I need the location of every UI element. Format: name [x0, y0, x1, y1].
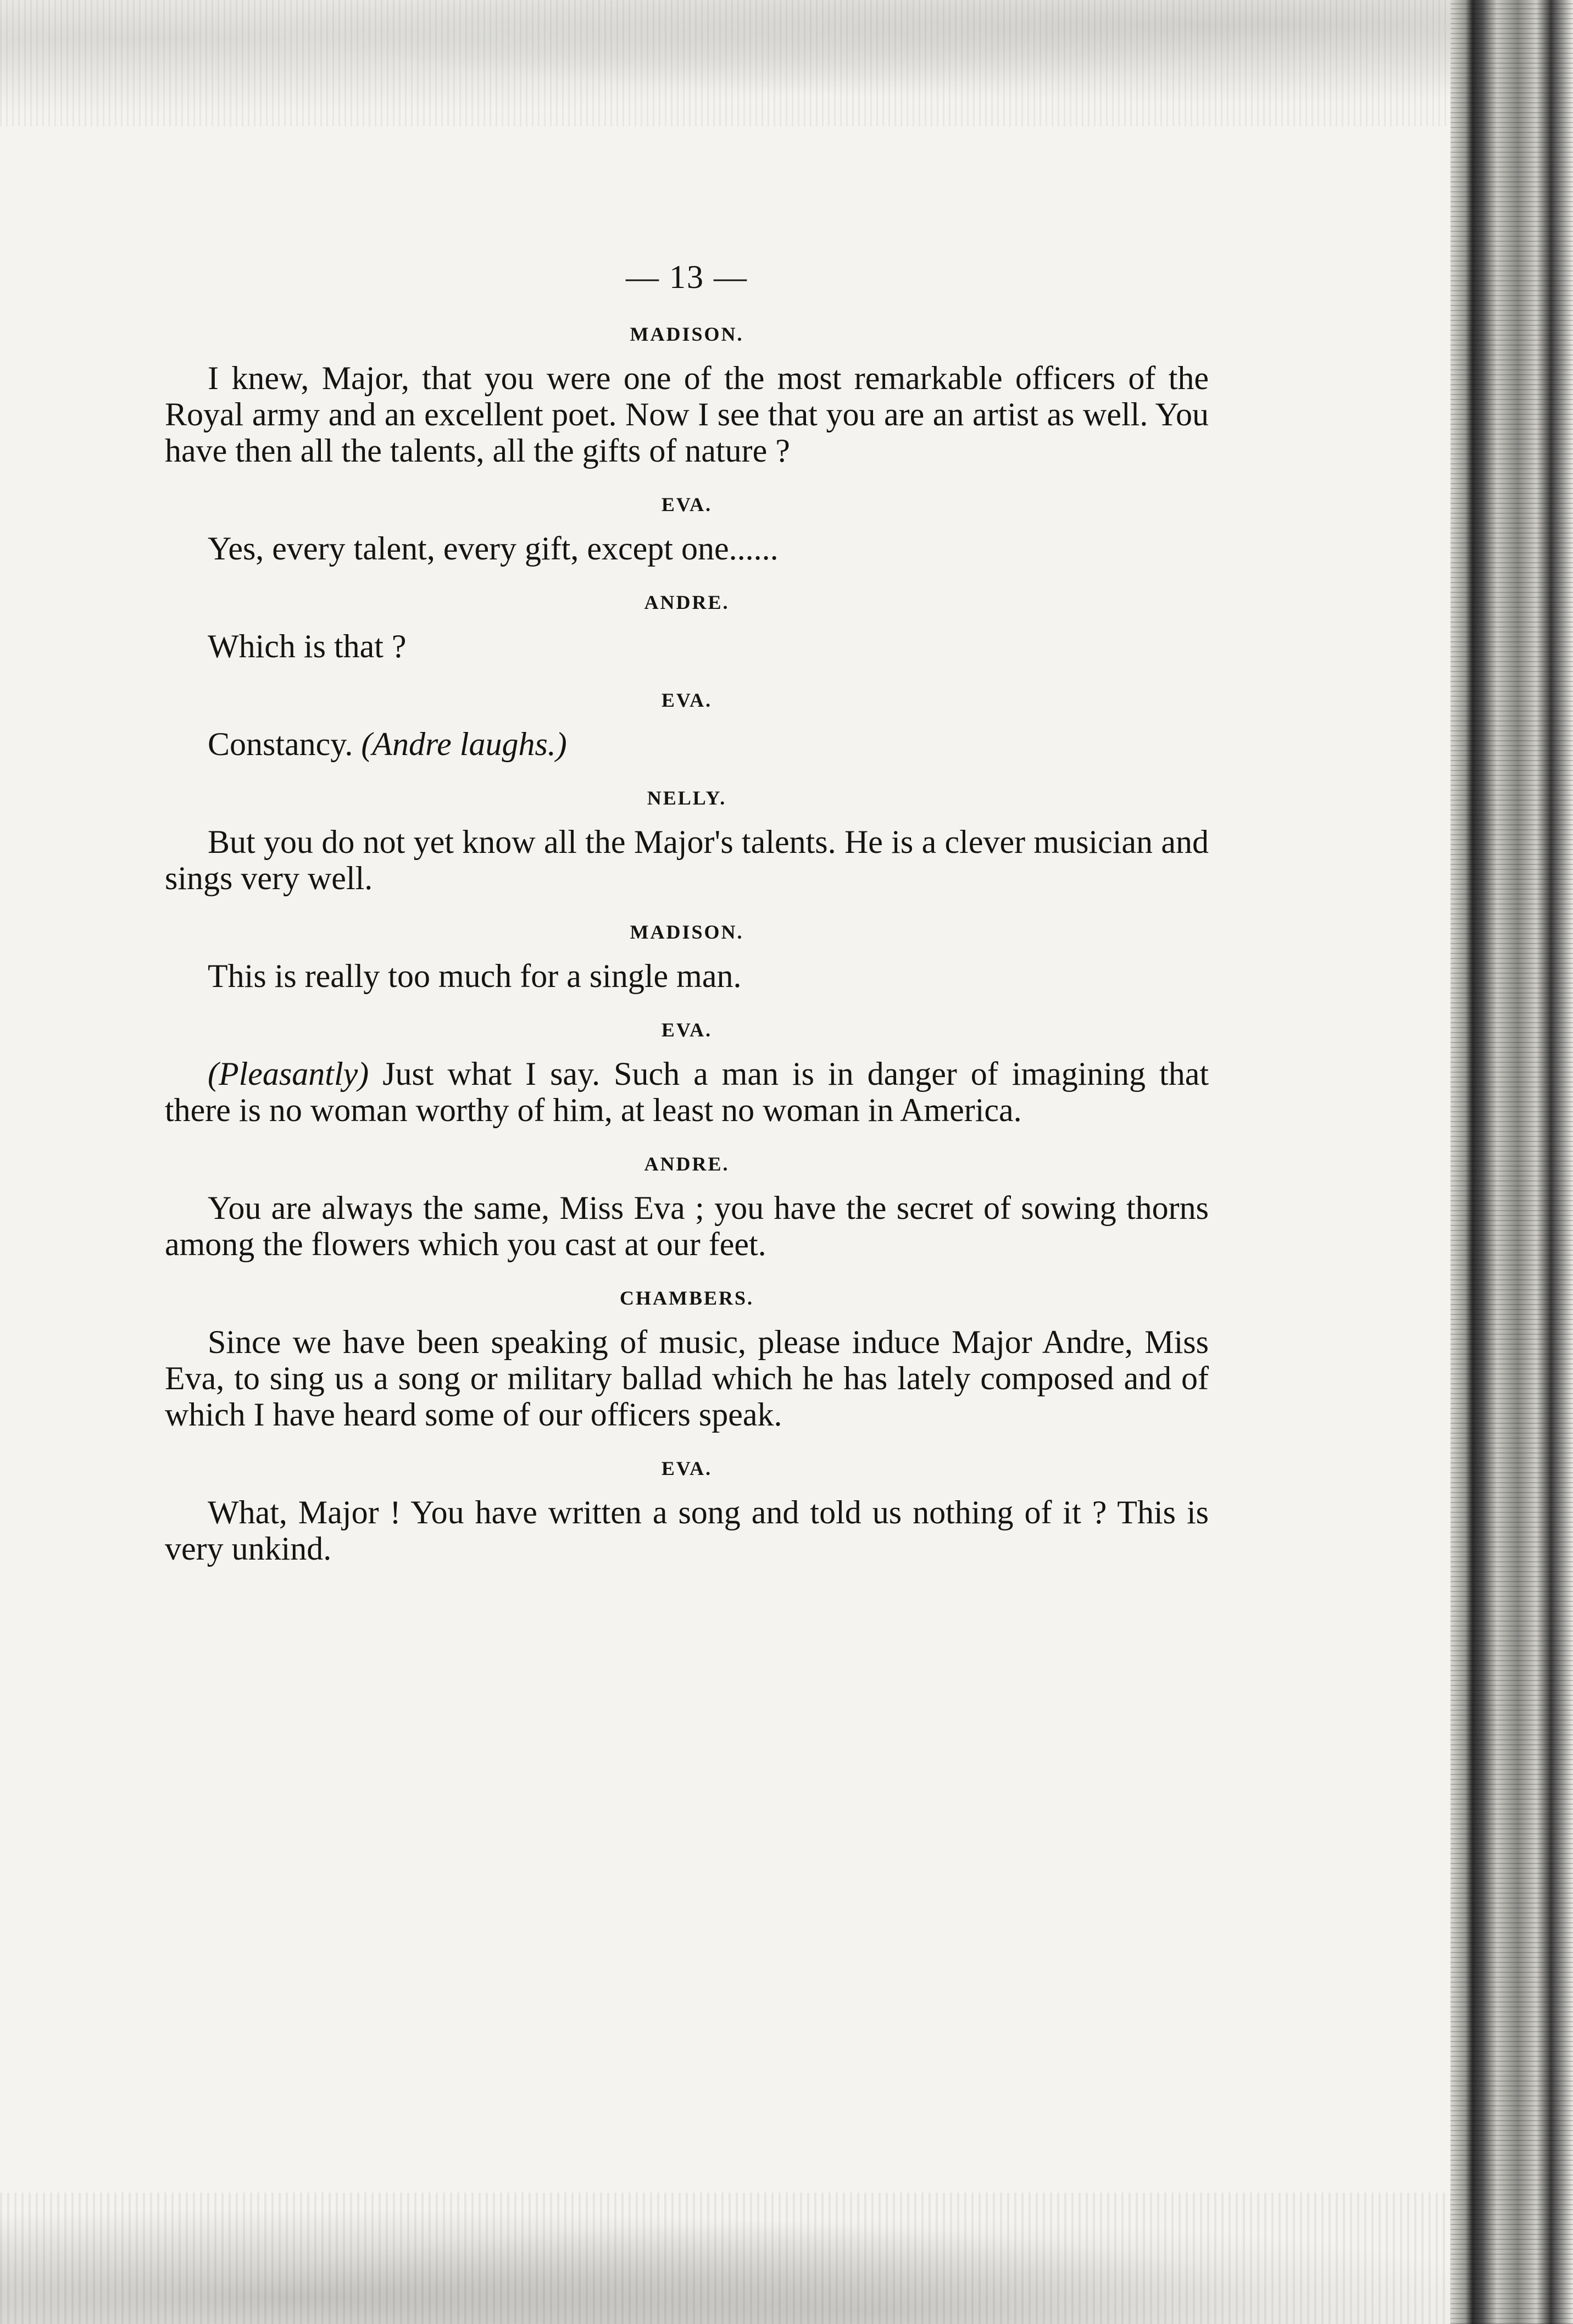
stage-direction: (Pleasantly) — [208, 1056, 369, 1092]
speech-text: Just what I say. Such a man is in danger of imagining that there is no woman worthy of him, at least no woman in America. — [165, 1056, 1209, 1128]
speaker-chambers: CHAMBERS. — [619, 1287, 754, 1309]
speaker-andre: ANDRE. — [644, 1153, 730, 1175]
stage-direction: (Andre laughs.) — [361, 726, 567, 762]
speech-eva-3 — [165, 1056, 1209, 1128]
speaker-eva: EVA. — [661, 493, 713, 515]
speaker-eva: EVA. — [661, 1019, 713, 1041]
page-number: — 13 — — [626, 259, 748, 295]
speech-eva-4: What, Major ! You have written a song and told us nothing of it ? This is very unkind. — [165, 1494, 1209, 1567]
speech-madison-1: I knew, Major, that you were one of the most remarkable officers of the Royal army and an excellent poet. Now I see that you are an artist as well. You have then all the talents, all the gifts of nature ? — [165, 360, 1209, 469]
book-page — [165, 258, 1209, 1591]
speech-madison-2: This is really too much for a single man. — [208, 958, 742, 994]
speech-andre-1: Which is that ? — [208, 628, 407, 664]
speech-text: Constancy. — [208, 726, 353, 762]
speaker-eva: EVA. — [661, 1457, 713, 1479]
book-binding-edge — [1450, 0, 1573, 2324]
speech-eva-2 — [165, 726, 1209, 762]
speech-chambers-1: Since we have been speaking of music, please induce Major Andre, Miss Eva, to sing us a song or military ballad which he has lately composed and of which I have heard some of our officers speak. — [165, 1324, 1209, 1433]
speech-nelly-1: But you do not yet know all the Major's talents. He is a clever musician and sings very well. — [165, 824, 1209, 896]
speaker-eva: EVA. — [661, 689, 713, 711]
speaker-andre: ANDRE. — [644, 591, 730, 613]
speech-eva-1: Yes, every talent, every gift, except one...... — [208, 530, 779, 567]
scan-noise-top — [0, 0, 1456, 126]
scan-noise-bottom — [0, 2193, 1456, 2324]
speech-andre-2: You are always the same, Miss Eva ; you have the secret of sowing thorns among the flowers which you cast at our feet. — [165, 1190, 1209, 1262]
speaker-madison: MADISON. — [630, 921, 744, 943]
speaker-nelly: NELLY. — [647, 787, 727, 809]
speaker-madison: MADISON. — [630, 323, 744, 345]
